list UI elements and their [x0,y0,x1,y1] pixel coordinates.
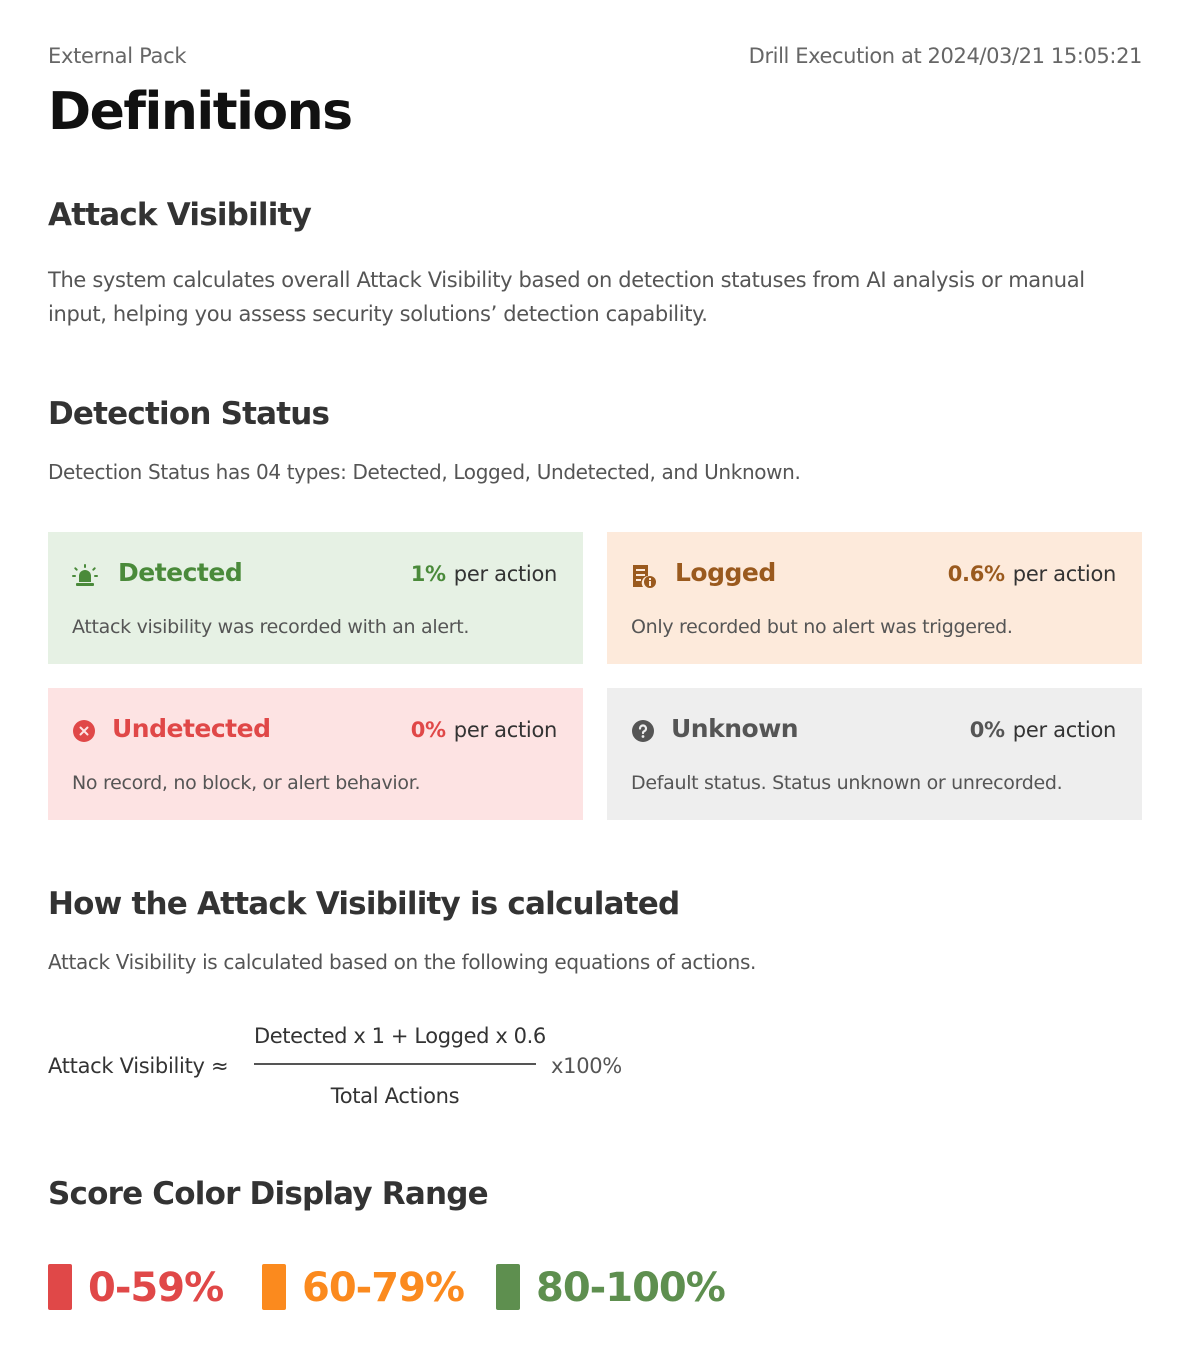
attack-visibility-heading: Attack Visibility [48,197,311,233]
status-desc-detected: Attack visibility was recorded with an alert. [72,616,470,638]
status-rate-logged [948,562,1116,586]
range-swatch [496,1264,520,1310]
attack-visibility-text: The system calculates overall Attack Visibility based on detection statuses from AI analysis or manual input, helping you assess security solutions’ detection capability. [48,268,1085,326]
range-label: 0-59% [88,1265,224,1311]
status-name-detected: Detected [118,558,243,587]
formula-numerator: Detected x 1 + Logged x 0.6 [254,1024,546,1048]
detection-status-heading: Detection Status [48,396,330,432]
range-swatch [262,1264,286,1310]
calculation-heading: How the Attack Visibility is calculated [48,886,680,922]
rate-value: 0% [410,718,446,742]
rate-value: 0% [969,718,1005,742]
status-rate-undetected [411,718,557,742]
status-card-unknown [607,688,1142,820]
status-card-logged [607,532,1142,664]
status-name-undetected: Undetected [112,714,271,743]
formula-multiplier: x100% [551,1054,622,1078]
range-label: 80-100% [536,1265,725,1311]
rate-unit: per action [1012,718,1116,742]
siren-icon [72,563,98,589]
formula-label: Attack Visibility ≈ [48,1054,229,1078]
calculation-text: Attack Visibility is calculated based on the following equations of actions. [48,950,757,974]
status-rate-unknown [970,718,1116,742]
header-row [48,44,1142,72]
drill-execution-time: Drill Execution at 2024/03/21 15:05:21 [748,44,1142,68]
detection-status-text: Detection Status has 04 types: Detected, Logged, Undetected, and Unknown. [48,460,801,484]
log-document-icon [631,563,657,589]
score-range-heading: Score Color Display Range [48,1176,488,1212]
status-rate-detected [411,562,557,586]
fraction-bar [254,1063,536,1065]
status-name-unknown: Unknown [671,714,799,743]
range-swatch [48,1264,72,1310]
status-desc-unknown: Default status. Status unknown or unrecorded. [631,772,1063,794]
status-desc-undetected: No record, no block, or alert behavior. [72,772,421,794]
rate-unit: per action [453,718,557,742]
rate-value: 1% [410,562,446,586]
question-circle-icon [631,719,657,745]
formula-denominator: Total Actions [330,1084,460,1108]
pack-name: External Pack [48,44,187,68]
page-title: Definitions [48,82,352,142]
range-label: 60-79% [302,1265,465,1311]
status-desc-logged: Only recorded but no alert was triggered. [631,616,1013,638]
close-circle-icon [72,719,98,745]
rate-value: 0.6% [947,562,1005,586]
status-name-logged: Logged [675,558,776,587]
status-card-undetected [48,688,583,820]
visibility-formula [48,1020,748,1120]
rate-unit: per action [1012,562,1116,586]
rate-unit: per action [453,562,557,586]
score-color-ranges [48,1262,848,1310]
status-card-detected [48,532,583,664]
